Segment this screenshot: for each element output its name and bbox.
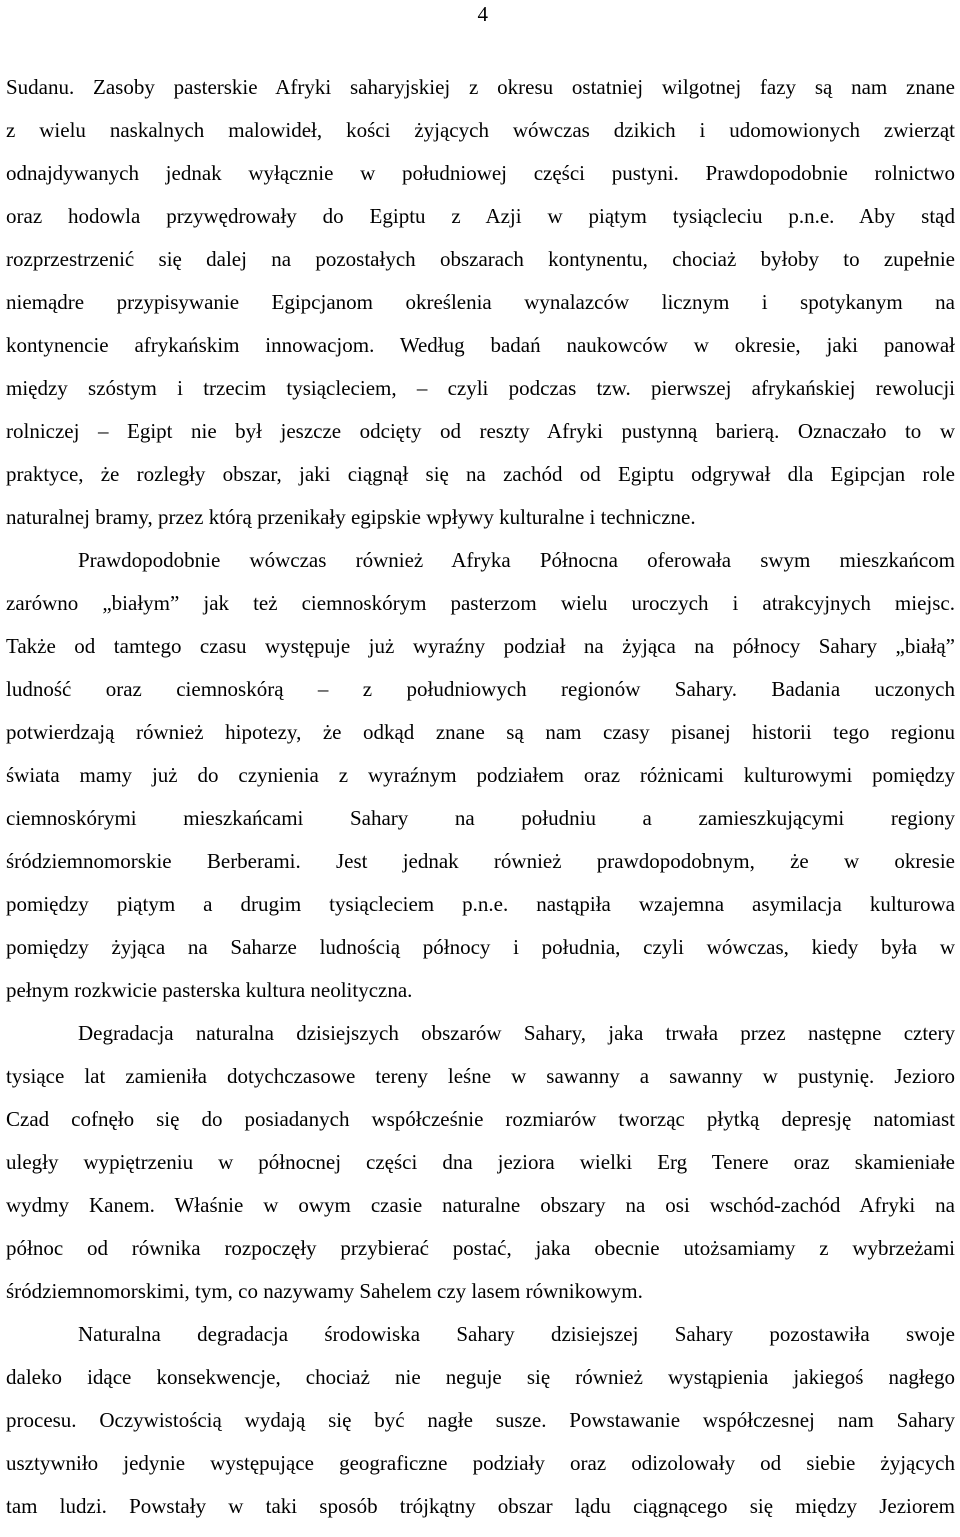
text-line: usztywniło jedynie występujące geograficzne podziały oraz odizolowały od siebie żyjących (6, 1451, 955, 1475)
text-line: daleko idące konsekwencje, chociaż nie neguje się również wystąpienia jakiegoś nagłego (6, 1365, 955, 1389)
document-body (6, 66, 955, 1528)
text-line: pełnym rozkwicie pasterska kultura neolityczna. (6, 978, 413, 1002)
text-line: zarówno „białym” jak też ciemnoskórym pasterzom wielu uroczych i atrakcyjnych miejsc. (6, 591, 955, 615)
text-line: Naturalna degradacja środowiska Sahary dzisiejszej Sahary pozostawiła swoje (78, 1322, 955, 1346)
text-line: między szóstym i trzecim tysiącleciem, – czyli podczas tzw. pierwszej afrykańskiej rewolucji (6, 376, 955, 400)
text-line: praktyce, że rozległy obszar, jaki ciągnął się na zachód od Egiptu odgrywał dla Egipcjan role (6, 462, 955, 486)
text-line: oraz hodowla przywędrowały do Egiptu z Azji w piątym tysiącleciu p.n.e. Aby stąd (6, 204, 955, 228)
paragraph (6, 1313, 955, 1528)
text-line: ludność oraz ciemnoskórą – z południowych regionów Sahary. Badania uczonych (6, 677, 955, 701)
text-line: północ od równika rozpoczęły przybierać postać, jaka obecnie utożsamiamy z wybrzeżami (6, 1236, 955, 1260)
text-line: rozprzestrzenić się dalej na pozostałych obszarach kontynentu, chociaż byłoby to zupełnie (6, 247, 955, 271)
text-line: kontynencie afrykańskim innowacjom. Według badań naukowców w okresie, jaki panował (6, 333, 955, 357)
text-line: Degradacja naturalna dzisiejszych obszarów Sahary, jaka trwała przez następne cztery (78, 1021, 955, 1045)
text-line: świata mamy już do czynienia z wyraźnym podziałem oraz różnicami kulturowymi pomiędzy (6, 763, 955, 787)
text-line: tysiące lat zamieniła dotychczasowe tereny leśne w sawanny a sawanny w pustynię. Jezioro (6, 1064, 955, 1088)
text-line: Czad cofnęło się do posiadanych współcześnie rozmiarów tworząc płytką depresję natomiast (6, 1107, 955, 1131)
text-line: ciemnoskórymi mieszkańcami Sahary na południu a zamieszkującymi regiony (6, 806, 955, 830)
text-line: wydmy Kanem. Właśnie w owym czasie naturalne obszary na osi wschód-zachód Afryki na (6, 1193, 955, 1217)
text-line: procesu. Oczywistością wydają się być nagłe susze. Powstawanie współczesnej nam Sahary (6, 1408, 955, 1432)
paragraph (6, 1012, 955, 1313)
text-line: niemądre przypisywanie Egipcjanom określenia wynalazców licznym i spotykanym na (6, 290, 955, 314)
text-line: z wielu naskalnych malowideł, kości żyjących wówczas dzikich i udomowionych zwierząt (6, 118, 955, 142)
paragraph (6, 66, 955, 539)
text-line: naturalnej bramy, przez którą przenikały egipskie wpływy kulturalne i techniczne. (6, 505, 696, 529)
text-line: śródziemnomorskie Berberami. Jest jednak również prawdopodobnym, że w okresie (6, 849, 955, 873)
text-line: tam ludzi. Powstały w taki sposób trójkątny obszar lądu ciągnącego się między Jeziorem (6, 1494, 955, 1518)
paragraph (6, 539, 955, 1012)
text-line: pomiędzy piątym a drugim tysiącleciem p.n.e. nastąpiła wzajemna asymilacja kulturowa (6, 892, 955, 916)
text-line: odnajdywanych jednak wyłącznie w południowej części pustyni. Prawdopodobnie rolnictwo (6, 161, 955, 185)
text-line: śródziemnomorskimi, tym, co nazywamy Sahelem czy lasem równikowym. (6, 1279, 643, 1303)
text-line: Sudanu. Zasoby pasterskie Afryki saharyjskiej z okresu ostatniej wilgotnej fazy są nam znane (6, 75, 955, 99)
text-line: rolniczej – Egipt nie był jeszcze odcięty od reszty Afryki pustynną barierą. Oznaczało to w (6, 419, 955, 443)
text-line: potwierdzają również hipotezy, że odkąd znane są nam czasy pisanej historii tego regionu (6, 720, 955, 744)
text-line: Prawdopodobnie wówczas również Afryka Północna oferowała swym mieszkańcom (78, 548, 955, 572)
page-number: 4 (477, 2, 488, 26)
text-line: pomiędzy żyjąca na Saharze ludnością północy i południa, czyli wówczas, kiedy była w (6, 935, 955, 959)
text-line: Także od tamtego czasu występuje już wyraźny podział na żyjąca na północy Sahary „białą” (6, 634, 955, 658)
text-line: uległy wypiętrzeniu w północnej części dna jeziora wielki Erg Tenere oraz skamieniałe (6, 1150, 955, 1174)
